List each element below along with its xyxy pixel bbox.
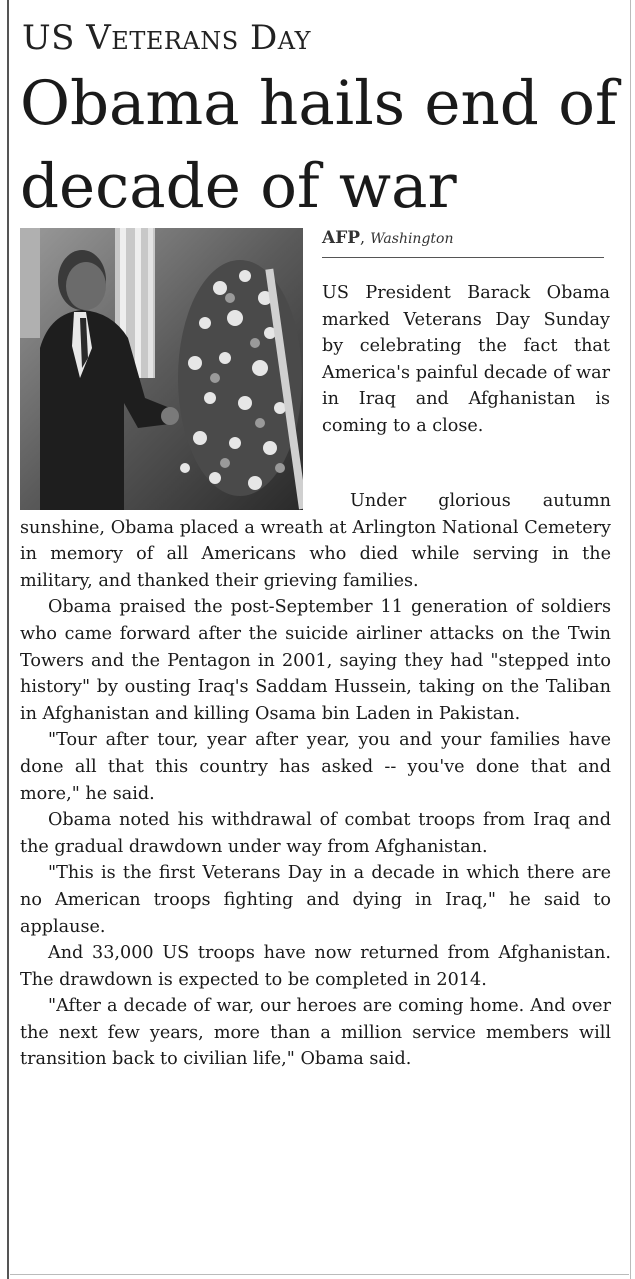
byline-separator: , bbox=[360, 228, 366, 247]
byline-location: Washington bbox=[370, 231, 454, 247]
column-right-rule bbox=[630, 0, 631, 1279]
lead-paragraph-block bbox=[322, 280, 610, 440]
lead-paragraph: US President Barack Obama marked Veterans Day Sunday by celebrating the fact that America's painful decade of war in Iraq and Afghanistan is coming to a close. bbox=[322, 283, 610, 436]
photo-wrap-spacer bbox=[20, 488, 322, 514]
body-paragraph: Obama praised the post-September 11 generation of soldiers who came forward after the suicide airliner attacks on the Twin Towers and the Pentagon in 2001, saying they had "stepped into history" by ousting Iraq's Saddam Hussein, taking on the Taliban in Afghanistan and killing Osama bin Laden in Pakistan. bbox=[20, 597, 611, 724]
body-paragraph: And 33,000 US troops have now returned from Afghanistan. The drawdown is expected to be completed in 2014. bbox=[20, 943, 611, 990]
body-paragraph: "This is the first Veterans Day in a decade in which there are no American troops fighting and dying in Iraq," he said to applause. bbox=[20, 863, 611, 937]
body-paragraph: "After a decade of war, our heroes are coming home. And over the next few years, more than a million service members will transition back to civilian life," Obama said. bbox=[20, 996, 611, 1070]
body-paragraph: Obama noted his withdrawal of combat troops from Iraq and the gradual drawdown under way from Afghanistan. bbox=[20, 810, 611, 857]
byline-agency: AFP bbox=[322, 228, 361, 248]
section-kicker: US Veterans Day bbox=[22, 18, 311, 58]
article-headline: Obama hails end of decade of war bbox=[20, 68, 618, 222]
article-photo bbox=[20, 228, 303, 510]
body-paragraph-text: Under glorious autumn sunshine, Obama placed a wreath at Arlington National Cemetery in memory of all Americans who died while serving in the military, and thanked their grieving families. bbox=[20, 491, 611, 591]
byline-rule bbox=[322, 257, 604, 258]
article-body bbox=[20, 488, 611, 1073]
photo-of-obama-laying-wreath-icon bbox=[20, 228, 303, 510]
body-paragraph bbox=[20, 488, 611, 594]
column-bottom-rule bbox=[10, 1274, 629, 1275]
article-byline bbox=[322, 228, 604, 249]
body-paragraph: "Tour after tour, year after year, you and your families have done all that this country has asked -- you've done that and more," he said. bbox=[20, 730, 611, 804]
column-left-rule bbox=[7, 0, 9, 1279]
